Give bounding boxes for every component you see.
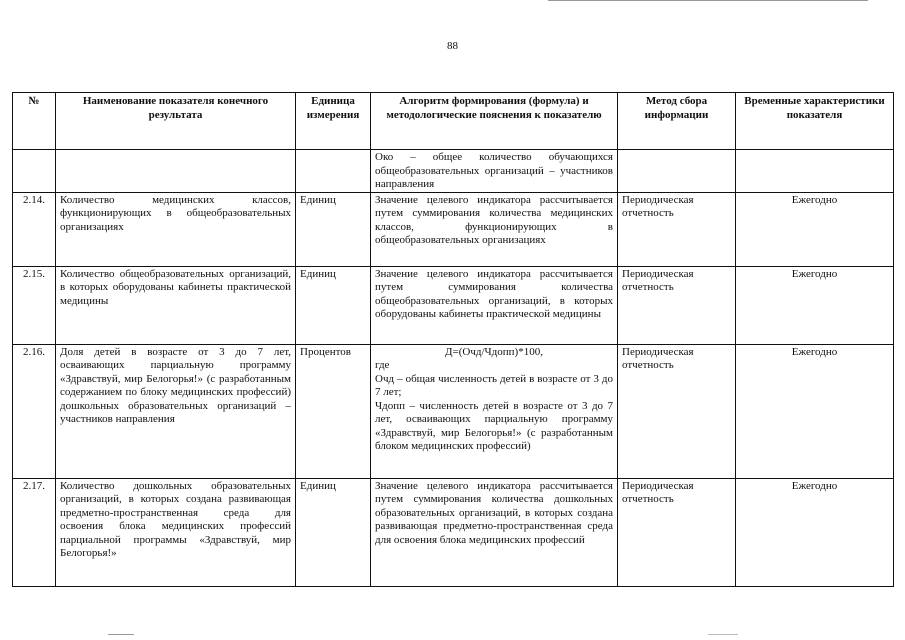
cell-name: Количество общеобразовательных организаций, в которых оборудованы кабинеты практической медицины xyxy=(56,266,296,344)
cell-unit: Единиц xyxy=(296,192,371,266)
cell-method: Периодическая отчетность xyxy=(618,192,736,266)
cell-name: Доля детей в возрасте от 3 до 7 лет, осваивающих парциальную программу «Здравствуй, мир Белогорья!» (с разработанным содержанием по блоку медицинских профессий) дошкольных образовательных организаций – участников направления xyxy=(56,344,296,478)
indicators-table xyxy=(12,92,894,587)
header-algorithm: Алгоритм формирования (формула) и методологические пояснения к показателю xyxy=(371,93,618,150)
cell-unit xyxy=(296,150,371,193)
cell-num xyxy=(13,150,56,193)
cell-method: Периодическая отчетность xyxy=(618,478,736,586)
header-method: Метод сбора информации xyxy=(618,93,736,150)
algorithm-definition-1: Очд – общая численность детей в возрасте от 3 до 7 лет; xyxy=(375,372,613,398)
cell-unit: Единиц xyxy=(296,266,371,344)
cell-name: Количество дошкольных образовательных организаций, в которых создана развивающая предметно-пространственная среда для освоения блока медицинских профессий парциальной программы «Здравствуй, мир Белогорья!» xyxy=(56,478,296,586)
scan-edge-line-bottom-right xyxy=(708,634,738,636)
algorithm-where: где xyxy=(375,359,390,371)
cell-method xyxy=(618,150,736,193)
table-header-row xyxy=(13,93,894,150)
cell-num: 2.15. xyxy=(13,266,56,344)
cell-num: 2.16. xyxy=(13,344,56,478)
cell-algorithm: Значение целевого индикатора рассчитывается путем суммирования количества медицинских классов, функционирующих в общеобразовательных организациях xyxy=(371,192,618,266)
algorithm-definition-2: Чдопп – численность детей в возрасте от 3 до 7 лет, осваивающих парциальную программу «Здравствуй, мир Белогорья!» (с разработанным блоком медицинских профессий) xyxy=(375,399,613,452)
table-row xyxy=(13,344,894,478)
cell-unit: Процентов xyxy=(296,344,371,478)
header-num: № xyxy=(13,93,56,150)
cell-time: Ежегодно xyxy=(736,344,894,478)
cell-algorithm: Око – общее количество обучающихся общеобразовательных организаций – участников направления xyxy=(371,150,618,193)
cell-method: Периодическая отчетность xyxy=(618,344,736,478)
cell-method: Периодическая отчетность xyxy=(618,266,736,344)
table-row xyxy=(13,478,894,586)
table-row xyxy=(13,192,894,266)
table-row xyxy=(13,266,894,344)
cell-unit: Единиц xyxy=(296,478,371,586)
header-name: Наименование показателя конечного результата xyxy=(56,93,296,150)
cell-time: Ежегодно xyxy=(736,478,894,586)
page-number: 88 xyxy=(447,40,458,52)
header-unit: Единица измерения xyxy=(296,93,371,150)
scan-edge-line-top xyxy=(548,0,868,2)
cell-name xyxy=(56,150,296,193)
cell-time xyxy=(736,150,894,193)
cell-time: Ежегодно xyxy=(736,266,894,344)
cell-algorithm: Значение целевого индикатора рассчитывается путем суммирования количества дошкольных образовательных организаций, в которых создана развивающая предметно-пространственная среда для освоения блока медицинских профессий xyxy=(371,478,618,586)
table-row-continuation xyxy=(13,150,894,193)
cell-name: Количество медицинских классов, функционирующих в общеобразовательных организациях xyxy=(56,192,296,266)
algorithm-formula: Д=(Очд/Чдопп)*100, xyxy=(445,345,543,358)
cell-num: 2.17. xyxy=(13,478,56,586)
cell-time: Ежегодно xyxy=(736,192,894,266)
cell-algorithm xyxy=(371,344,618,478)
scan-edge-line-bottom-left xyxy=(108,634,134,636)
header-time: Временные характеристики показателя xyxy=(736,93,894,150)
cell-num: 2.14. xyxy=(13,192,56,266)
cell-algorithm: Значение целевого индикатора рассчитывается путем суммирования количества общеобразовательных организаций, в которых оборудованы кабинеты практической медицины xyxy=(371,266,618,344)
